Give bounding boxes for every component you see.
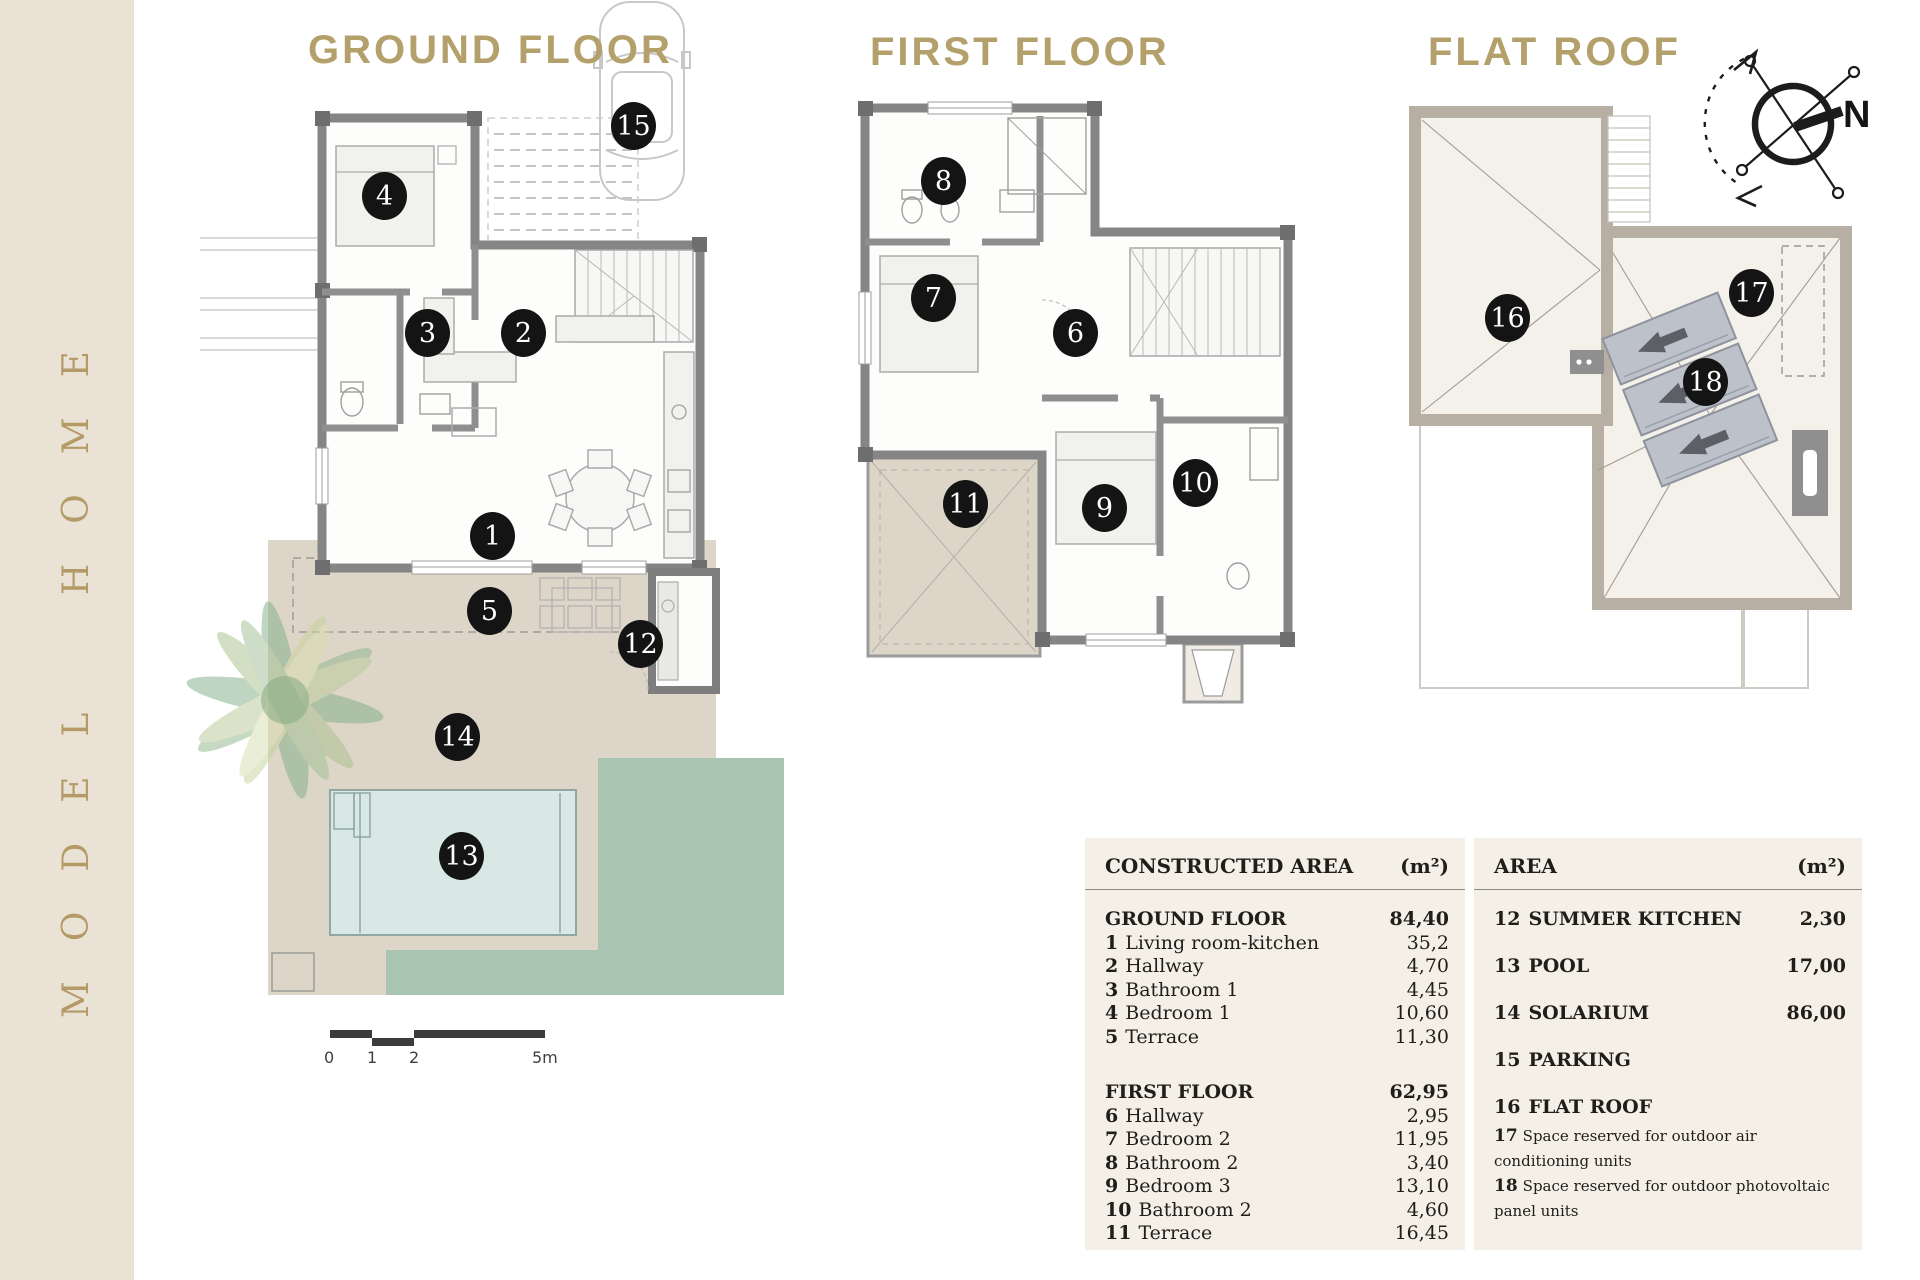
planter bbox=[1184, 644, 1242, 702]
plan-badge-14: 14 bbox=[435, 713, 480, 761]
table-row: 10 Bathroom 2 4,60 bbox=[1105, 1198, 1449, 1221]
section-first-floor: FIRST FLOOR 62,95 bbox=[1105, 1081, 1449, 1103]
exterior-area-table bbox=[1474, 838, 1862, 1250]
scale-label-5m: 5m bbox=[532, 1048, 558, 1067]
table-row: 8 Bathroom 2 3,40 bbox=[1105, 1151, 1449, 1174]
plan-badge-12: 12 bbox=[618, 620, 663, 668]
title-first-floor: FIRST FLOOR bbox=[870, 30, 1170, 74]
lower-stub bbox=[1744, 600, 1808, 688]
scale-label-1: 1 bbox=[367, 1048, 378, 1067]
scale-label-0: 0 bbox=[324, 1048, 335, 1067]
plan-badge-6: 6 bbox=[1053, 309, 1098, 357]
table-row: 9 Bedroom 3 13,10 bbox=[1105, 1175, 1449, 1197]
table-note: 17 Space reserved for outdoor air conditioning units bbox=[1494, 1126, 1757, 1170]
plan-badge-5: 5 bbox=[467, 587, 512, 635]
plan-badge-3: 3 bbox=[405, 309, 450, 357]
utility-box bbox=[272, 953, 314, 991]
table-row: 14 SOLARIUM 86,00 bbox=[1494, 1002, 1846, 1024]
title-ground-floor: GROUND FLOOR bbox=[308, 28, 673, 72]
table-header bbox=[1474, 838, 1862, 890]
plan-badge-8: 8 bbox=[921, 157, 966, 205]
compass-north-label: N bbox=[1843, 94, 1871, 136]
table-row: 15 PARKING bbox=[1494, 1049, 1631, 1071]
plan-badge-7: 7 bbox=[911, 274, 956, 322]
table-row: 2 Hallway 4,70 bbox=[1105, 955, 1449, 977]
plan-badge-16: 16 bbox=[1485, 294, 1530, 342]
section-ground-floor: GROUND FLOOR 84,40 bbox=[1105, 908, 1449, 930]
table-row: 7 Bedroom 2 11,95 bbox=[1105, 1128, 1449, 1150]
plan-badge-9: 9 bbox=[1082, 484, 1127, 532]
table-header bbox=[1085, 838, 1465, 890]
scale-bar bbox=[330, 1030, 545, 1046]
plan-badge-13: 13 bbox=[439, 832, 484, 880]
stairs-2 bbox=[1130, 248, 1280, 356]
plan-badge-1: 1 bbox=[470, 512, 515, 560]
plan-badge-4: 4 bbox=[362, 172, 407, 220]
table-row: 4 Bedroom 1 10,60 bbox=[1105, 1002, 1449, 1024]
plan-badge-17: 17 bbox=[1729, 269, 1774, 317]
plan-badge-2: 2 bbox=[501, 309, 546, 357]
plan-badge-11: 11 bbox=[943, 480, 988, 528]
boundary-lines bbox=[200, 238, 320, 350]
table-row: 1 Living room-kitchen 35,2 bbox=[1105, 931, 1449, 954]
compass-icon bbox=[1705, 52, 1859, 206]
table-title: AREA bbox=[1494, 854, 1557, 878]
plan-badge-15: 15 bbox=[611, 102, 656, 150]
table-row: 5 Terrace 11,30 bbox=[1105, 1025, 1449, 1048]
brand-vertical-text: MODEL HOME bbox=[56, 311, 97, 1018]
table-unit: (m²) bbox=[1797, 854, 1846, 878]
table-row: 16 FLAT ROOF bbox=[1494, 1096, 1653, 1118]
table-row: 3 Bathroom 1 4,45 bbox=[1105, 978, 1449, 1001]
constructed-area-table bbox=[1085, 838, 1465, 1250]
table-note: 18 Space reserved for outdoor photovoltaic panel units bbox=[1494, 1176, 1830, 1220]
scale-label-2: 2 bbox=[409, 1048, 420, 1067]
table-row: 13 POOL 17,00 bbox=[1494, 955, 1846, 977]
title-flat-roof: FLAT ROOF bbox=[1428, 30, 1681, 74]
sidebar bbox=[0, 0, 134, 1280]
plan-badge-18: 18 bbox=[1683, 358, 1728, 406]
plan-badge-10: 10 bbox=[1173, 459, 1218, 507]
table-row: 12 SUMMER KITCHEN 2,30 bbox=[1494, 908, 1846, 930]
table-row: 11 Terrace 16,45 bbox=[1105, 1222, 1449, 1244]
table-row: 6 Hallway 2,95 bbox=[1105, 1104, 1449, 1127]
table-title: CONSTRUCTED AREA bbox=[1105, 854, 1354, 878]
vent-block bbox=[1792, 430, 1828, 516]
flat-roof-plan bbox=[1415, 112, 1846, 688]
table-unit: (m²) bbox=[1400, 854, 1449, 878]
